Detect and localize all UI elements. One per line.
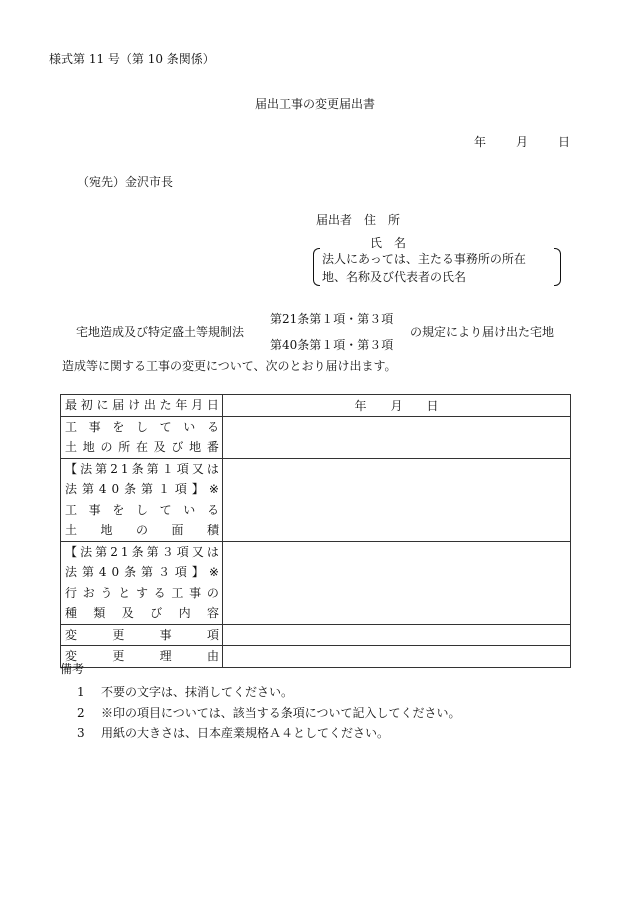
label-char: は: [206, 544, 219, 559]
date-month-label: 月: [516, 135, 529, 149]
table-row: [61, 395, 571, 417]
label-char: 事: [88, 419, 101, 434]
label-char: 項: [176, 544, 189, 559]
label-char: 所: [118, 440, 131, 454]
label-char: う: [100, 585, 113, 600]
label-char: は: [206, 461, 219, 476]
label-char: 変: [65, 627, 78, 642]
label-char: 法: [65, 565, 78, 579]
label-char: 初: [80, 398, 93, 412]
submission-date: [474, 133, 570, 150]
label-char: 事: [159, 627, 172, 642]
label-char: び: [171, 440, 184, 454]
change-reason-label: [61, 646, 222, 667]
label-char: て: [159, 502, 172, 517]
label-char: 4: [98, 482, 107, 496]
label-char: を: [112, 419, 125, 434]
label-char: 内: [178, 606, 191, 620]
change-notification-table: [60, 394, 571, 668]
label-char: 容: [206, 606, 219, 620]
initial-date-month: 月: [390, 398, 403, 413]
law-statement-right: の規定により届け出た宅地: [410, 325, 555, 339]
label-char: す: [135, 585, 148, 600]
land-area-label-cell: [61, 458, 223, 541]
label-char: 由: [206, 649, 219, 663]
label-char: 第: [141, 482, 154, 496]
label-char: 第: [95, 544, 108, 559]
right-bracket: [554, 248, 561, 286]
label-char: 種: [65, 606, 78, 620]
label-char: 【: [65, 461, 78, 476]
location-label-line1: [61, 417, 222, 438]
label-char: 第: [141, 565, 154, 579]
label-char: 又: [191, 461, 204, 476]
land-area-field[interactable]: [223, 458, 571, 541]
remark-item: [77, 704, 461, 721]
label-char: い: [183, 419, 196, 434]
label-char: 出: [143, 398, 156, 412]
document-title: 届出工事の変更届出書: [254, 97, 375, 111]
work-type-label-line1: [61, 542, 222, 563]
label-char: 及: [153, 440, 166, 454]
label-char: 条: [124, 482, 137, 496]
change-items-label: [61, 625, 222, 646]
label-char: 項: [174, 565, 187, 579]
law-name: 宅地造成及び特定盛土等規制法: [76, 325, 245, 339]
label-char: 】: [191, 482, 204, 496]
label-char: の: [206, 585, 219, 600]
law-article-40: 第40条第１項・第３項: [270, 338, 394, 352]
label-char: 第: [146, 461, 159, 476]
label-char: 法: [80, 461, 93, 476]
label-char: 第: [146, 544, 159, 559]
label-char: 更: [112, 649, 125, 663]
label-char: 第: [81, 565, 94, 579]
table-row: [61, 416, 571, 458]
initial-date-day: 日: [426, 398, 439, 413]
table-row: [61, 541, 571, 624]
label-char: 積: [206, 523, 219, 537]
initial-date-label-cell: [61, 395, 223, 417]
label-char: 第: [95, 461, 108, 476]
remark-number: 1: [77, 685, 85, 699]
label-char: 土: [65, 440, 78, 454]
label-char: 面: [171, 523, 184, 537]
label-char: の: [100, 440, 113, 454]
initial-date-label: [61, 395, 222, 416]
label-char: 【: [65, 544, 78, 559]
remark-text: 不要の文字は、抹消してください。: [101, 685, 294, 699]
label-char: に: [96, 398, 109, 412]
left-bracket: [313, 248, 320, 286]
label-char: 1: [120, 461, 129, 476]
date-year-label: 年: [474, 135, 487, 149]
label-char: 事: [189, 585, 202, 600]
label-char: 法: [65, 482, 78, 496]
notifier-name-label: 氏 名: [370, 236, 407, 250]
label-char: ※: [208, 482, 219, 496]
label-char: 工: [65, 419, 78, 434]
label-char: る: [153, 585, 166, 600]
label-char: 年: [175, 398, 188, 412]
label-char: お: [82, 585, 95, 600]
label-char: び: [150, 606, 163, 620]
change-items-field[interactable]: [223, 624, 571, 646]
notifier-address-label: 届出者 住 所: [316, 213, 401, 227]
label-char: 事: [88, 502, 101, 517]
label-char: 最: [65, 398, 78, 412]
label-char: 在: [135, 440, 148, 454]
remark-text: ※印の項目については、該当する条項について記入してください。: [101, 706, 461, 720]
corporation-note-line1: 法人にあっては、主たる事務所の所在: [322, 252, 526, 266]
label-char: 1: [120, 544, 129, 559]
label-char: 】: [191, 565, 204, 579]
label-char: 及: [121, 606, 134, 620]
work-type-label-line4: [61, 603, 222, 624]
label-char: 類: [93, 606, 106, 620]
remark-number: 3: [77, 726, 85, 740]
label-char: 項: [206, 627, 219, 642]
label-char: 月: [191, 398, 204, 412]
label-char: け: [128, 398, 141, 412]
work-type-field[interactable]: [223, 541, 571, 624]
label-char: 条: [131, 544, 144, 559]
remark-number: 2: [77, 706, 85, 720]
land-area-label-line3: [61, 500, 222, 521]
label-char: 地: [100, 523, 113, 537]
law-statement-continuation: 造成等に関する工事の変更について、次のとおり届け出ます。: [62, 359, 397, 373]
work-type-label-line2: [61, 562, 222, 583]
label-char: 番: [206, 440, 219, 454]
label-char: 更: [112, 627, 125, 642]
corporation-note-line2: 地、名称及び代表者の氏名: [322, 270, 467, 284]
land-area-label-line2: [61, 479, 222, 500]
land-area-label-line1: [61, 459, 222, 480]
label-char: 工: [171, 585, 184, 600]
label-char: の: [135, 523, 148, 537]
location-label-line2: [61, 437, 222, 458]
work-type-label-line3: [61, 583, 222, 604]
label-char: 0: [111, 482, 120, 496]
corporation-note: [313, 248, 561, 286]
label-char: て: [159, 419, 172, 434]
law-article-21: 第21条第１項・第３項: [270, 312, 394, 326]
label-char: 地: [189, 440, 202, 454]
label-char: 条: [131, 461, 144, 476]
label-char: る: [206, 502, 219, 517]
label-char: 法: [80, 544, 93, 559]
label-char: 日: [206, 398, 219, 412]
label-char: た: [159, 398, 172, 412]
table-row: [61, 646, 571, 668]
label-char: し: [135, 419, 148, 434]
initial-date-year: 年: [354, 398, 367, 413]
label-char: 第: [81, 482, 94, 496]
label-char: 地: [82, 440, 95, 454]
change-items-label-cell: [61, 624, 223, 646]
label-char: い: [183, 502, 196, 517]
land-area-label-line4: [61, 520, 222, 541]
remark-item: [77, 683, 293, 700]
location-label-cell: [61, 416, 223, 458]
label-char: 2: [110, 544, 118, 559]
remark-item: [77, 724, 389, 741]
label-char: １: [161, 461, 174, 476]
form-number: 様式第 11 号（第 10 条関係）: [49, 52, 215, 66]
location-field[interactable]: [223, 416, 571, 458]
remarks-title: 備考: [60, 662, 85, 676]
table-row: [61, 624, 571, 646]
label-char: 土: [65, 523, 78, 537]
label-char: し: [135, 502, 148, 517]
addressee: （宛先）金沢市長: [77, 175, 174, 189]
label-char: ３: [161, 544, 174, 559]
label-char: 工: [65, 502, 78, 517]
label-char: 項: [176, 461, 189, 476]
label-char: １: [157, 482, 170, 496]
label-char: を: [112, 502, 125, 517]
label-char: 変: [65, 649, 78, 663]
label-char: 0: [111, 565, 120, 579]
label-char: 条: [124, 565, 137, 579]
label-char: 項: [174, 482, 187, 496]
remark-text: 用紙の大きさは、日本産業規格Ａ４としてください。: [101, 726, 390, 740]
label-char: 行: [65, 585, 78, 600]
label-char: 2: [110, 461, 118, 476]
label-char: る: [206, 419, 219, 434]
label-char: 又: [191, 544, 204, 559]
label-char: ※: [208, 565, 219, 579]
work-type-label-cell: [61, 541, 223, 624]
label-char: 届: [112, 398, 125, 412]
label-char: ３: [157, 565, 170, 579]
change-reason-field[interactable]: [223, 646, 571, 668]
label-char: 理: [159, 649, 172, 663]
label-char: 4: [98, 565, 107, 579]
date-day-label: 日: [558, 135, 571, 149]
initial-date-field[interactable]: [223, 395, 571, 417]
change-reason-label-cell: [61, 646, 223, 668]
table-row: [61, 458, 571, 541]
label-char: と: [118, 585, 131, 600]
